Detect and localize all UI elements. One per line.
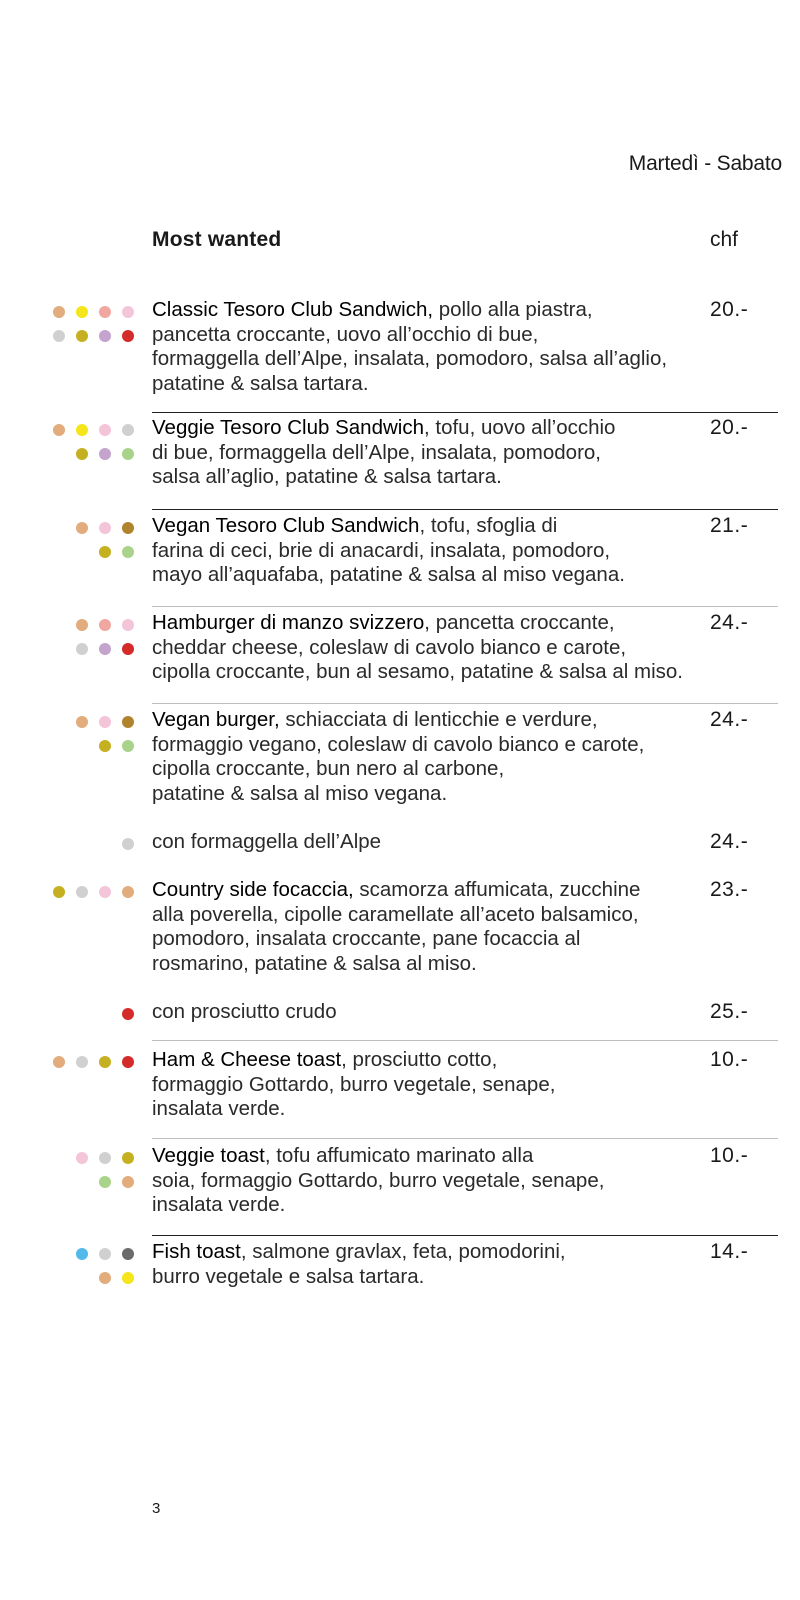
menu-item-price: 25.- xyxy=(710,1000,749,1023)
allergen-dot-icon xyxy=(122,740,134,752)
menu-item xyxy=(152,878,722,976)
allergen-dot-icon xyxy=(76,619,88,631)
menu-item-description: con formaggella dell’Alpe xyxy=(152,830,382,853)
menu-item-name: Ham & Cheese toast xyxy=(152,1048,342,1071)
menu-item-description: con prosciutto crudo xyxy=(152,1000,337,1023)
allergen-dot-icon xyxy=(99,716,111,728)
menu-item xyxy=(152,416,722,490)
allergen-dot-icon xyxy=(122,838,134,850)
allergen-dot-icon xyxy=(122,424,134,436)
menu-item xyxy=(152,1240,722,1289)
menu-item-description: , tofu affumicato marinato alla soia, formaggio Gottardo, burro vegetale, senape, insalata verde. xyxy=(152,1144,605,1216)
allergen-dot-icon xyxy=(122,1248,134,1260)
days-label: Martedì - Sabato xyxy=(628,152,782,175)
allergen-dot-icon xyxy=(122,522,134,534)
separator-rule xyxy=(152,509,778,510)
allergen-dot-icon xyxy=(99,330,111,342)
allergen-dot-icon xyxy=(76,1056,88,1068)
menu-item-price: 21.- xyxy=(710,514,749,537)
menu-item-price: 14.- xyxy=(710,1240,749,1263)
menu-item-name: Vegan burger, xyxy=(152,708,280,731)
menu-item xyxy=(152,298,722,396)
menu-item xyxy=(152,708,722,806)
allergen-dot-icon xyxy=(122,619,134,631)
allergen-dot-icon xyxy=(76,643,88,655)
allergen-dot-icon xyxy=(122,448,134,460)
menu-item-price: 23.- xyxy=(710,878,749,901)
allergen-dot-icon xyxy=(99,1152,111,1164)
menu-item-name: Country side focaccia, xyxy=(152,878,354,901)
allergen-dot-icon xyxy=(53,1056,65,1068)
allergen-dot-icon xyxy=(76,1152,88,1164)
allergen-dot-icon xyxy=(99,643,111,655)
menu-item-description: , prosciutto cotto, formaggio Gottardo, burro vegetale, senape, insalata verde. xyxy=(152,1048,556,1120)
menu-item xyxy=(152,1048,722,1122)
allergen-dot-icon xyxy=(122,1152,134,1164)
allergen-dot-icon xyxy=(122,306,134,318)
menu-item-price: 24.- xyxy=(710,611,749,634)
separator-rule xyxy=(152,606,778,607)
menu-item-name: Veggie Tesoro Club Sandwich xyxy=(152,416,424,439)
menu-item-name: Fish toast xyxy=(152,1240,241,1263)
allergen-dot-icon xyxy=(99,619,111,631)
allergen-dot-icon xyxy=(122,886,134,898)
allergen-dot-icon xyxy=(122,716,134,728)
menu-item-name: Vegan Tesoro Club Sandwich xyxy=(152,514,420,537)
allergen-dot-icon xyxy=(122,1272,134,1284)
menu-item-name: Classic Tesoro Club Sandwich, xyxy=(152,298,434,321)
menu-item xyxy=(152,611,722,685)
allergen-dot-icon xyxy=(76,522,88,534)
menu-item-description: , tofu, sfoglia di farina di ceci, brie di anacardi, insalata, pomodoro, mayo all’aquafaba, patatine & salsa al miso vegana. xyxy=(152,514,625,586)
menu-item-description: , tofu, uovo all’occhio di bue, formaggella dell’Alpe, insalata, pomodoro, salsa all’aglio, patatine & salsa tartara. xyxy=(152,416,616,488)
menu-item xyxy=(152,1144,722,1218)
section-title: Most wanted xyxy=(152,228,282,251)
page-number: 3 xyxy=(152,1500,161,1517)
allergen-dot-icon xyxy=(99,1056,111,1068)
allergen-dot-icon xyxy=(122,1008,134,1020)
menu-item-price: 20.- xyxy=(710,298,749,321)
allergen-dot-icon xyxy=(99,740,111,752)
allergen-dot-icon xyxy=(122,1176,134,1188)
menu-item-description: , pancetta croccante, cheddar cheese, coleslaw di cavolo bianco e carote, cipolla croccante, bun al sesamo, patatine & salsa al miso. xyxy=(152,611,683,683)
allergen-dot-icon xyxy=(99,448,111,460)
allergen-dot-icon xyxy=(122,1056,134,1068)
allergen-dot-icon xyxy=(76,716,88,728)
allergen-dot-icon xyxy=(99,546,111,558)
allergen-dot-icon xyxy=(99,1272,111,1284)
allergen-dot-icon xyxy=(76,424,88,436)
allergen-dot-icon xyxy=(53,886,65,898)
menu-item-description: , salmone gravlax, feta, pomodorini, burro vegetale e salsa tartara. xyxy=(152,1240,566,1288)
menu-item-price: 24.- xyxy=(710,830,749,853)
allergen-dot-icon xyxy=(99,886,111,898)
allergen-dot-icon xyxy=(76,886,88,898)
menu-item-description: scamorza affumicata, zucchine alla poverella, cipolle caramellate all’aceto balsamico, pomodoro, insalata croccante, pane focaccia al rosmarino, patatine & salsa al miso. xyxy=(152,878,641,975)
allergen-dot-icon xyxy=(53,330,65,342)
menu-item xyxy=(152,514,722,588)
allergen-dot-icon xyxy=(122,643,134,655)
menu-item-name: Hamburger di manzo svizzero xyxy=(152,611,425,634)
allergen-dot-icon xyxy=(99,1248,111,1260)
allergen-dot-icon xyxy=(53,306,65,318)
allergen-dot-icon xyxy=(76,330,88,342)
allergen-dot-icon xyxy=(99,522,111,534)
menu-item-price: 20.- xyxy=(710,416,749,439)
allergen-dot-icon xyxy=(99,424,111,436)
allergen-dot-icon xyxy=(99,1176,111,1188)
allergen-dot-icon xyxy=(76,448,88,460)
separator-rule xyxy=(152,703,778,704)
menu-item-description: pollo alla piastra, pancetta croccante, uovo all’occhio di bue, formaggella dell’Alpe, insalata, pomodoro, salsa all’aglio, patatine & salsa tartara. xyxy=(152,298,668,395)
menu-item-price: 24.- xyxy=(710,708,749,731)
menu-item xyxy=(152,1000,722,1025)
menu-item-description: schiacciata di lenticchie e verdure, formaggio vegano, coleslaw di cavolo bianco e carote, cipolla croccante, bun nero al carbone, patatine & salsa al miso vegana. xyxy=(152,708,645,805)
allergen-dot-icon xyxy=(76,1248,88,1260)
separator-rule xyxy=(152,412,778,413)
menu-item xyxy=(152,830,722,855)
separator-rule xyxy=(152,1138,778,1139)
allergen-dot-icon xyxy=(53,424,65,436)
allergen-dot-icon xyxy=(122,546,134,558)
currency-label: chf xyxy=(710,228,739,251)
menu-item-name: Veggie toast xyxy=(152,1144,265,1167)
menu-item-price: 10.- xyxy=(710,1144,749,1167)
menu-item-price: 10.- xyxy=(710,1048,749,1071)
allergen-dot-icon xyxy=(99,306,111,318)
allergen-dot-icon xyxy=(122,330,134,342)
allergen-dot-icon xyxy=(76,306,88,318)
separator-rule xyxy=(152,1235,778,1236)
separator-rule xyxy=(152,1040,778,1041)
